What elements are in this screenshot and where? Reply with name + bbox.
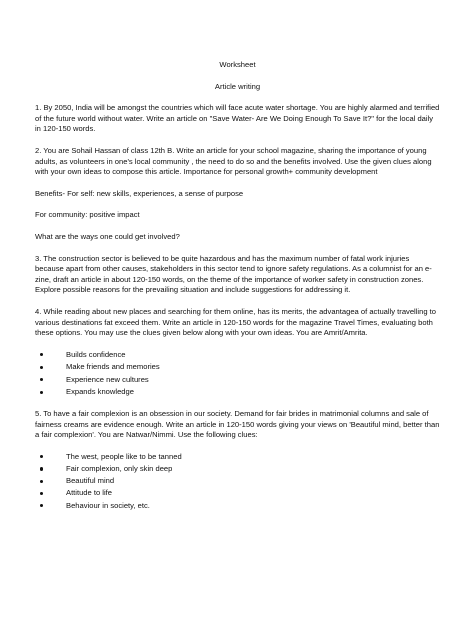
- list-item: Attitude to life: [35, 488, 440, 499]
- list-item: Beautiful mind: [35, 476, 440, 487]
- question-5-clues: [35, 452, 440, 511]
- page-subtitle: Article writing: [214, 81, 261, 91]
- question-1: 1. By 2050, India will be amongst the countries which will face acute water shortage. You are highly alarmed and terrified of the future world without water. Write an article on "Save Water- Are We Doing Enough To Save It?" for the local daily in 120-150 words.: [35, 103, 440, 134]
- question-2-benefits: Benefits- For self: new skills, experiences, a sense of purpose: [35, 188, 244, 198]
- list-item: Builds confidence: [35, 350, 440, 361]
- question-2-ways: What are the ways one could get involved?: [35, 231, 180, 241]
- list-item: Make friends and memories: [35, 362, 440, 373]
- list-item: Behaviour in society, etc.: [35, 501, 440, 512]
- question-5: 5. To have a fair complexion is an obsession in our society. Demand for fair brides in matrimonial columns and sale of fairness creams are evidence enough. Write an article in 120-150 words giving your views on 'Beautiful mind, better than a fair complexion'. You are Natwar/Nimmi. Use the following clues:: [35, 409, 440, 440]
- question-2: 2. You are Sohail Hassan of class 12th B. Write an article for your school magazine, sharing the importance of young adults, as volunteers in one's local community , the need to do so and the benefits involved. Use the given clues along with your own ideas to compose this article. Importance for personal growth+ community development: [35, 145, 432, 177]
- list-item: Expands knowledge: [35, 387, 440, 398]
- question-4: 4. While reading about new places and searching for them online, has its merits, the advantagea of actually travelling to various destinations fat exceed them. Write an article in 120-150 words for the magazine Travel Times, evaluating both these options. You may use the clues given below along with your own ideas. You are Amrit/Amrita.: [35, 306, 437, 338]
- list-item: The west, people like to be tanned: [35, 452, 440, 463]
- page-title: Worksheet: [219, 60, 256, 69]
- list-item: Fair complexion, only skin deep: [35, 464, 440, 475]
- list-item: Experience new cultures: [35, 375, 440, 386]
- question-3: 3. The construction sector is believed to be quite hazardous and has the maximum number of fatal work injuries because apart from other causes, stakeholders in this sector tend to ignore safety regulations. As a columnist for an e-zine, draft an article in about 120-150 words, on the theme of the importance of worker safety in construction zones. Explore possible reasons for the prevailing situation and include suggestions for addressing it.: [35, 253, 432, 295]
- question-2-community: For community: positive impact: [35, 210, 140, 220]
- question-4-clues: [35, 350, 440, 398]
